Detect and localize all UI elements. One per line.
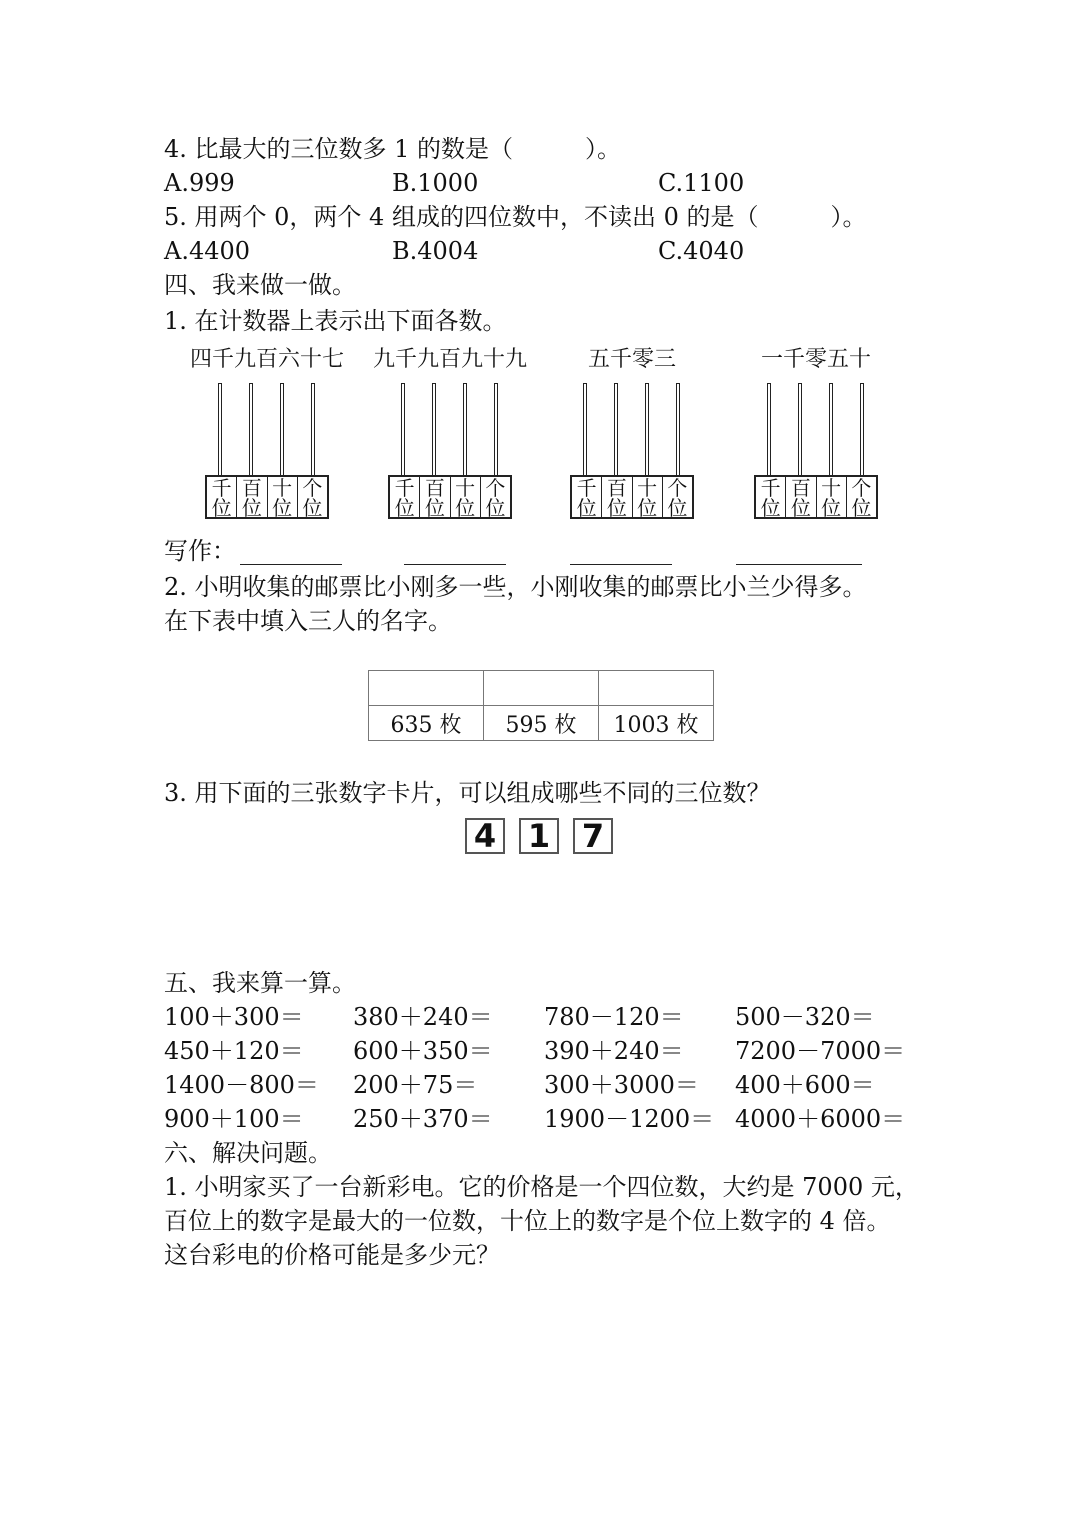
calculation-item: 450＋120＝ (164, 1037, 304, 1065)
name-cell-2[interactable] (484, 671, 599, 706)
place-name: 十 (272, 476, 293, 500)
answer-blank-3[interactable] (570, 562, 672, 565)
place-suffix: 位 (606, 496, 627, 520)
abacus-rod[interactable] (614, 383, 618, 475)
abacus-counter[interactable] (754, 345, 878, 520)
place-name: 十 (455, 476, 476, 500)
question-5: 5. 用两个 0，两个 4 组成的四位数中，不读出 0 的是（ ）。 (164, 203, 867, 231)
q4-option-c: C.1100 (658, 169, 745, 197)
answer-blank-4[interactable] (736, 562, 862, 565)
place-value-label (298, 476, 327, 520)
place-value-label (602, 476, 632, 520)
place-name: 千 (760, 476, 781, 500)
place-suffix: 位 (211, 496, 232, 520)
calculation-item: 4000＋6000＝ (735, 1105, 906, 1133)
calculation-item: 900＋100＝ (164, 1105, 304, 1133)
place-name: 个 (485, 476, 506, 500)
abacus-number-label: 四千九百六十七 (189, 347, 344, 372)
place-value-label (756, 476, 786, 520)
calculation-item: 400＋600＝ (735, 1071, 875, 1099)
place-value-label (237, 476, 267, 520)
place-name: 百 (424, 476, 445, 500)
abacus-counter[interactable] (570, 345, 694, 520)
place-suffix: 位 (241, 496, 262, 520)
question-4: 4. 比最大的三位数多 1 的数是（ ）。 (164, 135, 622, 163)
place-suffix: 位 (576, 496, 597, 520)
place-value-label (633, 476, 663, 520)
abacus-rod[interactable] (280, 383, 284, 475)
abacus-rod[interactable] (432, 383, 436, 475)
place-value-label (451, 476, 481, 520)
place-name: 百 (790, 476, 811, 500)
place-value-label (847, 476, 876, 520)
abacus-rod[interactable] (311, 383, 315, 475)
calculation-item: 1400－800＝ (164, 1071, 319, 1099)
question-4-2-line1: 2. 小明收集的邮票比小刚多一些，小刚收集的邮票比小兰少得多。 (164, 573, 867, 601)
section-5-heading: 五、我来算一算。 (164, 969, 356, 997)
abacus-rod[interactable] (218, 383, 222, 475)
abacus-rod[interactable] (798, 383, 802, 475)
place-value-label (817, 476, 847, 520)
abacus-rod[interactable] (645, 383, 649, 475)
calculation-item: 7200－7000＝ (735, 1037, 906, 1065)
place-name: 个 (851, 476, 872, 500)
place-suffix: 位 (272, 496, 293, 520)
place-value-label (207, 476, 237, 520)
name-cell-1[interactable] (369, 671, 484, 706)
abacus-number-label: 五千零三 (587, 347, 676, 372)
write-label: 写作： (164, 537, 236, 565)
place-suffix: 位 (760, 496, 781, 520)
stamp-table (368, 670, 714, 741)
section-6-heading: 六、解决问题。 (164, 1139, 332, 1167)
place-suffix: 位 (790, 496, 811, 520)
question-6-1-line1: 1. 小明家买了一台新彩电。它的价格是一个四位数，大约是 7000 元， (164, 1173, 919, 1201)
digit-card: 4 (465, 818, 505, 854)
place-name: 百 (606, 476, 627, 500)
calculation-item: 250＋370＝ (353, 1105, 493, 1133)
place-name: 千 (576, 476, 597, 500)
place-suffix: 位 (302, 496, 323, 520)
abacus-rod[interactable] (860, 383, 864, 475)
calculation-item: 600＋350＝ (353, 1037, 493, 1065)
abacus-rod[interactable] (249, 383, 253, 475)
place-value-label (663, 476, 692, 520)
calculation-item: 200＋75＝ (353, 1071, 478, 1099)
q5-option-b: B.4004 (392, 237, 479, 265)
place-value-label (572, 476, 602, 520)
place-name: 千 (211, 476, 232, 500)
abacus-base (388, 475, 512, 519)
place-name: 个 (302, 476, 323, 500)
place-name: 十 (821, 476, 842, 500)
place-name: 百 (241, 476, 262, 500)
answer-blank-1[interactable] (240, 562, 342, 565)
place-value-label (420, 476, 450, 520)
abacus-counter[interactable] (189, 345, 344, 520)
q5-option-c: C.4040 (658, 237, 745, 265)
question-4-3: 3. 用下面的三张数字卡片，可以组成哪些不同的三位数？ (164, 779, 771, 807)
abacus-rod[interactable] (463, 383, 467, 475)
abacus-rod[interactable] (401, 383, 405, 475)
place-value-label (390, 476, 420, 520)
place-suffix: 位 (424, 496, 445, 520)
place-value-label (268, 476, 298, 520)
calculation-item: 500－320＝ (735, 1003, 875, 1031)
calculation-item: 300＋3000＝ (544, 1071, 699, 1099)
abacus-rod[interactable] (494, 383, 498, 475)
question-4-2-line2: 在下表中填入三人的名字。 (164, 607, 452, 635)
digit-card: 7 (573, 818, 613, 854)
abacus-rod[interactable] (583, 383, 587, 475)
place-suffix: 位 (821, 496, 842, 520)
abacus-rod[interactable] (829, 383, 833, 475)
calculation-item: 390＋240＝ (544, 1037, 684, 1065)
calculation-item: 380＋240＝ (353, 1003, 493, 1031)
stamp-count-cell: 595 枚 (484, 706, 599, 741)
place-name: 个 (667, 476, 688, 500)
stamp-count-cell: 635 枚 (369, 706, 484, 741)
place-suffix: 位 (637, 496, 658, 520)
question-6-1-line2: 百位上的数字是最大的一位数，十位上的数字是个位上数字的 4 倍。 (164, 1207, 891, 1235)
place-name: 十 (637, 476, 658, 500)
abacus-base (570, 475, 694, 519)
digit-card: 1 (519, 818, 559, 854)
place-suffix: 位 (394, 496, 415, 520)
calculation-item: 780－120＝ (544, 1003, 684, 1031)
place-suffix: 位 (667, 496, 688, 520)
question-4-1: 1. 在计数器上表示出下面各数。 (164, 307, 507, 335)
abacus-number-label: 九千九百九十九 (372, 347, 527, 372)
abacus-base (205, 475, 329, 519)
place-suffix: 位 (485, 496, 506, 520)
place-value-label (786, 476, 816, 520)
abacus-rod[interactable] (767, 383, 771, 475)
abacus-base (754, 475, 878, 519)
place-value-label (481, 476, 510, 520)
abacus-rod[interactable] (676, 383, 680, 475)
calculation-item: 100＋300＝ (164, 1003, 304, 1031)
calculation-item: 1900－1200＝ (544, 1105, 715, 1133)
abacus-number-label: 一千零五十 (760, 347, 871, 372)
q4-option-a: A.999 (164, 169, 235, 197)
place-suffix: 位 (851, 496, 872, 520)
place-name: 千 (394, 476, 415, 500)
question-6-1-line3: 这台彩电的价格可能是多少元？ (164, 1241, 500, 1269)
section-4-heading: 四、我来做一做。 (164, 271, 356, 299)
q4-option-b: B.1000 (392, 169, 479, 197)
answer-blank-2[interactable] (404, 562, 506, 565)
q5-option-a: A.4400 (164, 237, 251, 265)
abacus-counter[interactable] (372, 345, 527, 520)
stamp-count-cell: 1003 枚 (599, 706, 714, 741)
place-suffix: 位 (455, 496, 476, 520)
name-cell-3[interactable] (599, 671, 714, 706)
